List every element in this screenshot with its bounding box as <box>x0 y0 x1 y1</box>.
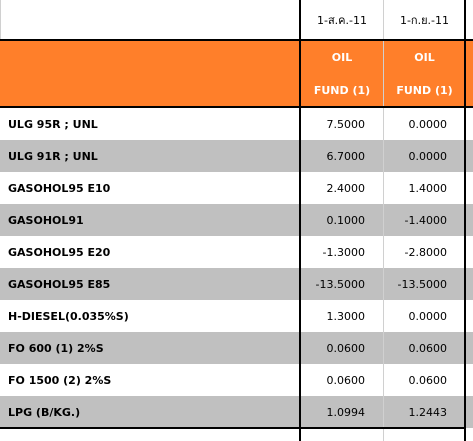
header-row-fund <box>0 74 473 106</box>
date-cell-2[interactable] <box>383 0 465 40</box>
value-sep: -2.8000 <box>404 245 447 259</box>
value-cell[interactable] <box>300 332 383 364</box>
product-cell[interactable] <box>0 172 300 204</box>
date-text-1: 1-ส.ค.-11 <box>317 14 367 27</box>
product-cell[interactable] <box>0 108 300 140</box>
product-cell[interactable] <box>0 140 300 172</box>
value-cell[interactable] <box>300 236 383 268</box>
table-row <box>0 396 473 428</box>
value-cell[interactable] <box>383 300 465 332</box>
empty-row <box>0 428 473 441</box>
header-fund-cell-2[interactable] <box>383 74 465 106</box>
header-blank-cell[interactable] <box>0 40 300 74</box>
value-aug: 2.4000 <box>326 181 365 195</box>
value-cell[interactable] <box>383 364 465 396</box>
overflow-cell[interactable] <box>465 268 473 300</box>
product-label: GASOHOL95 E85 <box>8 277 111 291</box>
overflow-cell[interactable] <box>465 364 473 396</box>
value-aug: 1.0994 <box>326 405 365 419</box>
value-aug: -13.5000 <box>315 277 365 291</box>
overflow-cell[interactable] <box>465 140 473 172</box>
value-cell[interactable] <box>300 396 383 428</box>
product-cell[interactable] <box>0 268 300 300</box>
header-oil-text-1: OIL <box>331 50 353 64</box>
empty-header-cell[interactable] <box>0 0 300 40</box>
header-fund-text-2: FUND (1) <box>396 83 453 97</box>
header-overflow-cell-2[interactable] <box>465 74 473 106</box>
product-cell[interactable] <box>0 236 300 268</box>
product-cell[interactable] <box>0 396 300 428</box>
product-label: H-DIESEL(0.035%S) <box>8 309 129 323</box>
overflow-cell[interactable] <box>465 108 473 140</box>
value-sep: 1.2443 <box>408 405 447 419</box>
table-row <box>0 108 473 140</box>
overflow-cell[interactable] <box>465 300 473 332</box>
value-sep: 0.0600 <box>408 341 447 355</box>
border-line <box>464 0 466 441</box>
value-aug: 6.7000 <box>326 149 365 163</box>
header-oil-cell-2[interactable] <box>383 40 465 74</box>
value-aug: 1.3000 <box>326 309 365 323</box>
header-oil-text-2: OIL <box>414 50 435 64</box>
product-label: FO 1500 (2) 2%S <box>8 373 112 387</box>
border-line <box>0 427 466 429</box>
value-sep: 0.0600 <box>408 373 447 387</box>
table-row <box>0 172 473 204</box>
value-cell[interactable] <box>300 364 383 396</box>
header-overflow-cell[interactable] <box>465 40 473 74</box>
value-sep: -1.4000 <box>404 213 447 227</box>
empty-cell[interactable] <box>383 428 465 441</box>
overflow-cell[interactable] <box>465 396 473 428</box>
value-sep: 1.4000 <box>408 181 447 195</box>
product-label: ULG 91R ; UNL <box>8 149 98 163</box>
overflow-cell[interactable] <box>465 332 473 364</box>
product-label: ULG 95R ; UNL <box>8 117 98 131</box>
overflow-cell[interactable] <box>465 172 473 204</box>
value-cell[interactable] <box>383 108 465 140</box>
value-cell[interactable] <box>383 236 465 268</box>
value-cell[interactable] <box>300 268 383 300</box>
value-aug: 7.5000 <box>326 117 365 131</box>
table-row <box>0 268 473 300</box>
value-cell[interactable] <box>300 300 383 332</box>
value-cell[interactable] <box>383 396 465 428</box>
product-label: LPG (B/KG.) <box>8 405 81 419</box>
value-cell[interactable] <box>383 204 465 236</box>
value-sep: 0.0000 <box>408 309 447 323</box>
overflow-cell[interactable] <box>465 0 473 40</box>
header-fund-text-1: FUND (1) <box>313 83 371 97</box>
product-label: GASOHOL95 E20 <box>8 245 111 259</box>
product-cell[interactable] <box>0 364 300 396</box>
table-row <box>0 332 473 364</box>
date-text-2: 1-ก.ย.-11 <box>399 14 450 27</box>
product-cell[interactable] <box>0 204 300 236</box>
empty-cell[interactable] <box>0 428 300 441</box>
value-aug: 0.0600 <box>326 341 365 355</box>
table-row <box>0 300 473 332</box>
value-aug: -1.3000 <box>322 245 365 259</box>
product-label: GASOHOL91 <box>8 213 84 227</box>
overflow-cell[interactable] <box>465 236 473 268</box>
value-sep: 0.0000 <box>408 117 447 131</box>
value-cell[interactable] <box>383 332 465 364</box>
empty-cell[interactable] <box>300 428 383 441</box>
value-cell[interactable] <box>383 172 465 204</box>
overflow-cell[interactable] <box>465 204 473 236</box>
product-cell[interactable] <box>0 300 300 332</box>
value-cell[interactable] <box>383 140 465 172</box>
value-aug: 0.0600 <box>326 373 365 387</box>
value-cell[interactable] <box>300 140 383 172</box>
product-cell[interactable] <box>0 332 300 364</box>
border-line <box>0 106 473 108</box>
value-sep: -13.5000 <box>397 277 447 291</box>
table-row <box>0 204 473 236</box>
value-cell[interactable] <box>300 172 383 204</box>
header-oil-cell-1[interactable] <box>300 40 383 74</box>
header-row-oil <box>0 40 473 74</box>
value-cell[interactable] <box>300 204 383 236</box>
date-cell-1[interactable] <box>300 0 383 40</box>
value-aug: 0.1000 <box>326 213 365 227</box>
header-blank-cell-2[interactable] <box>0 74 300 106</box>
value-sep: 0.0000 <box>408 149 447 163</box>
table-row <box>0 364 473 396</box>
border-line <box>299 0 301 441</box>
table-row <box>0 236 473 268</box>
date-header-row <box>0 0 473 40</box>
table-row <box>0 140 473 172</box>
product-label: GASOHOL95 E10 <box>8 181 111 195</box>
product-label: FO 600 (1) 2%S <box>8 341 104 355</box>
header-fund-cell-1[interactable] <box>300 74 383 106</box>
value-cell[interactable] <box>383 268 465 300</box>
border-line <box>0 39 473 41</box>
value-cell[interactable] <box>300 108 383 140</box>
